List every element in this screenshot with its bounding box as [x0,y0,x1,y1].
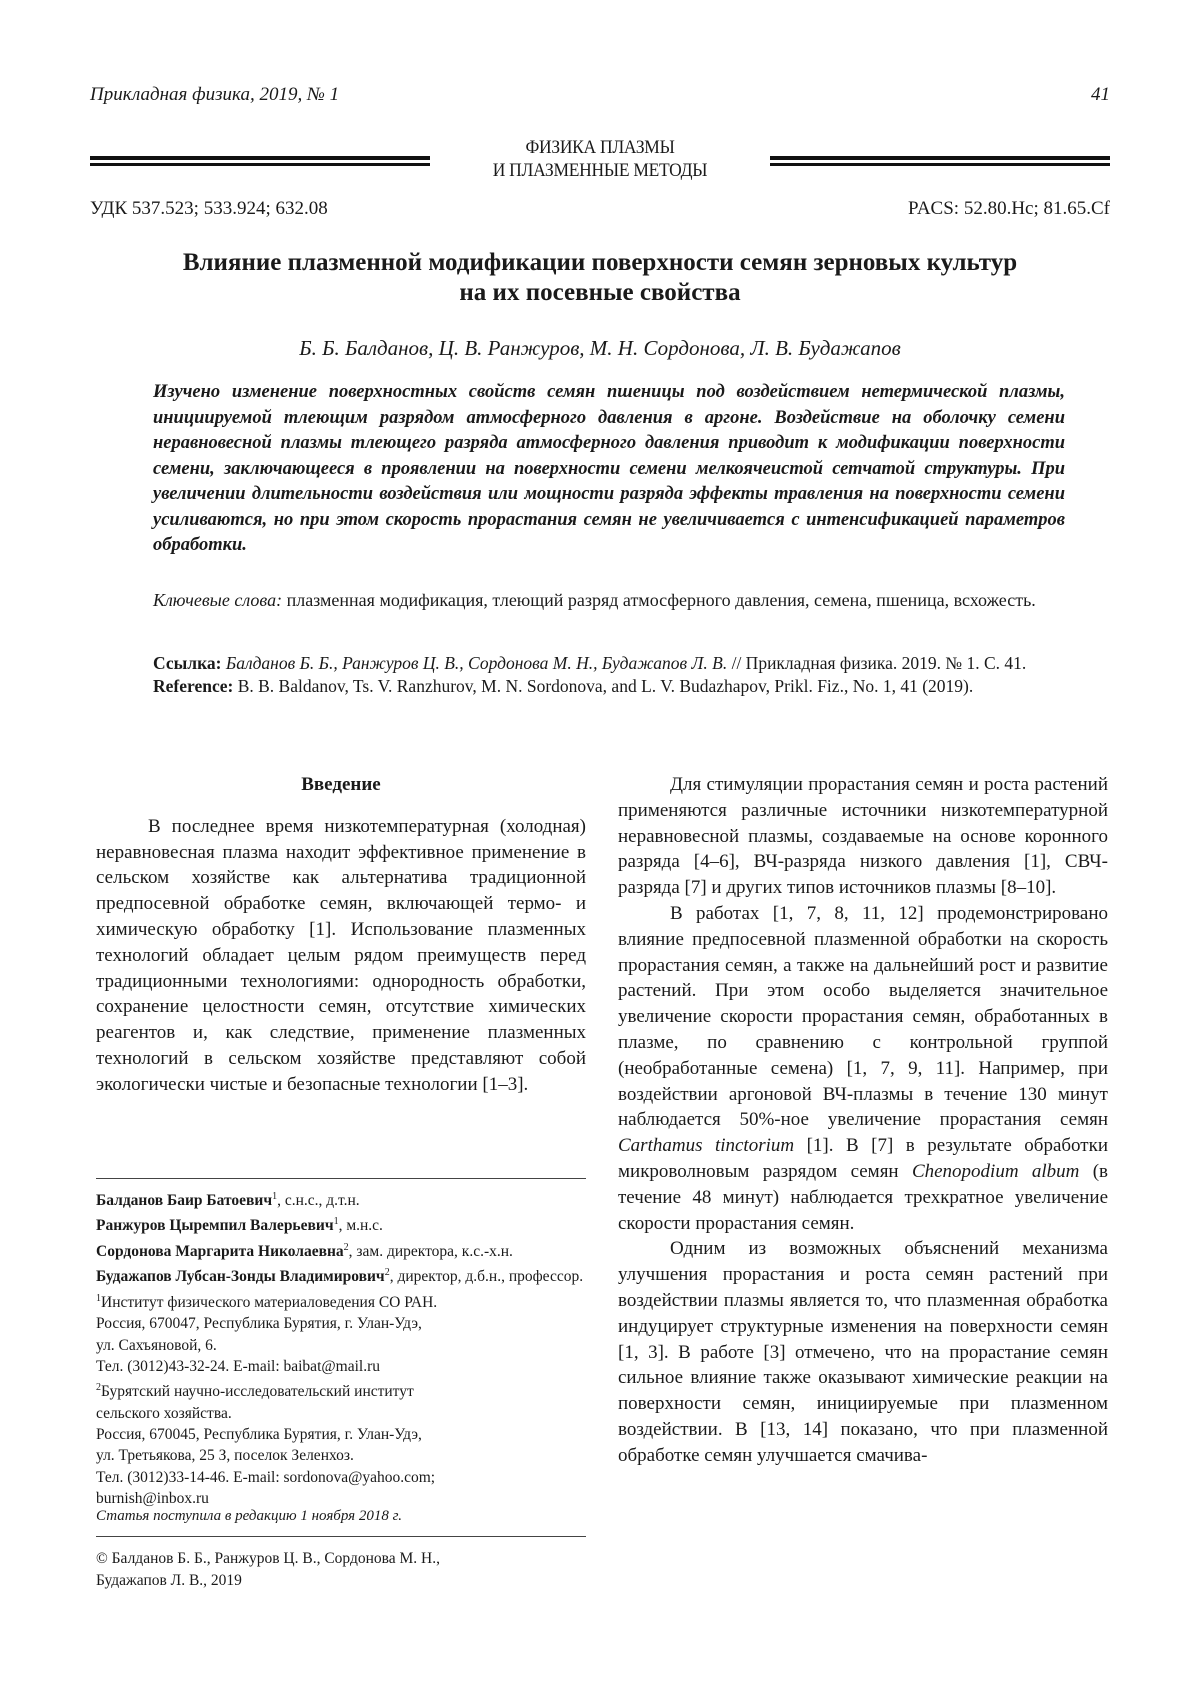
contact-info: Тел. (3012)43-32-24. E-mail: baibat@mail.ru [96,1357,380,1375]
species-name: Carthamus tinctorium [618,1135,795,1157]
paragraph: Для стимуляции прорастания семян и роста растений применяются различные источники низкотемпературной неравновесной плазмы, создаваемые на основе коронного разряда [4–6], ВЧ-разряда низкого давления [1], СВЧ-разряда [7] и других типов источников плазмы [8–10]. [618,774,1108,899]
copyright: © Балданов Б. Б., Ранжуров Ц. В., Сордонова М. Н., Будажапов Л. В., 2019 [96,1550,440,1589]
paper-title: Влияние плазменной модификации поверхности семян зерновых культур на их посевные свойства [182,249,1018,306]
author-list: Б. Б. Балданов, Ц. В. Ранжуров, М. Н. Сордонова, Л. В. Будажапов [299,336,901,360]
section-title: ФИЗИКА ПЛАЗМЫ И ПЛАЗМЕННЫЕ МЕТОДЫ [492,137,708,181]
left-column [96,772,586,1098]
double-rule-left [90,156,430,166]
double-rule-right [770,156,1110,166]
abstract: Изучено изменение поверхностных свойств семян пшеницы под воздействием нетермической плазмы, инициируемой тлеющим разрядом атмосферного давления в аргоне. Воздействие на оболочку семени неравновесной плазмы тлеющего разряда атмосферного давления приводит к модификации поверхности семени, заключающееся в проявлении на поверхности семени мелкоячеистой сетчатой структуры. При увеличении длительности воздействия или мощности разряда эффекты травления на поверхности семени усиливаются, но при этом скорость прорастания семян не увеличивается с интенсификацией параметров обработки. [153,382,1065,555]
copyright-divider [96,1536,586,1537]
footnote-divider [96,1178,586,1179]
udk-code: УДК 537.523; 533.924; 632.08 [90,198,328,219]
citation-ru: Ссылка: Балданов Б. Б., Ранжуров Ц. В., Сордонова М. Н., Будажапов Л. В. // Прикладная физика. 2019. № 1. С. 41. [153,653,1027,673]
paragraph: В последнее время низкотемпературная (холодная) неравновесная плазма находит эффективное применение в сельском хозяйстве как альтернатива традиционной предпосевной обработке семян, включающей термо- и химическую обработку [1]. Использование плазменных технологий обладает целым рядом преимуществ перед традиционными технологиями: однородность обработки, сохранение целостности семян, отсутствие химических реагентов и, как следствие, применение плазменных технологий в сельском хозяйстве представляют собой экологически чистые и безопасные технологии [1–3]. [96,815,586,1095]
section-heading-intro: Введение [301,774,381,795]
journal-name: Прикладная физика, 2019, № 1 [90,84,340,105]
citation-en: Reference: B. B. Baldanov, Ts. V. Ranzhurov, M. N. Sordonova, and L. V. Budazhapov, Prikl. Fiz., No. 1, 41 (2019). [153,676,974,696]
keywords [153,588,1065,614]
author-info: Ранжуров Цыремпил Валерьевич$^1$, м.н.с. [96,1216,383,1235]
right-column [618,772,1108,1469]
keywords-label: Ключевые слова: [153,590,283,610]
running-head [90,84,1110,114]
citation-block [153,652,1065,698]
species-name: Chenopodium album [911,1160,1080,1182]
author-info: Будажапов Лубсан-Зонды Владимирович$^2$, директор, д.б.н., профессор. [96,1267,584,1286]
contact-info: Тел. (3012)33-14-46. E-mail: sordonova@yahoo.com; [96,1468,436,1486]
paragraph: Одним из возможных объяснений механизма улучшения прорастания и роста семян растений при воздействии плазмы является то, что плазменная обработка индуцирует структурные изменения на поверхности семян [1, 3]. В работе [3] отмечено, что на прорастание семян сильное влияние также оказывают химические реакции на поверхности семян, инициируемые при плазменном воздействии. В [13, 14] показано, что при плазменной обработке семян улучшается смачива- [618,1238,1108,1466]
section-banner [90,137,1110,190]
affiliation-2: $^2$Бурятский научно-исследовательский институт [96,1382,414,1401]
author-info: Балданов Баир Батоевич$^1$, с.н.с., д.т.н. [96,1191,360,1210]
received-date: Статья поступила в редакцию 1 ноября 2018 г. [96,1508,403,1524]
affiliation-1: $^1$Институт физического материаловедения СО РАН. [96,1292,438,1311]
author-info: Сордонова Маргарита Николаевна$^2$, зам. директора, к.с.-х.н. [96,1241,513,1261]
pacs-code: PACS: 52.80.Hc; 81.65.Cf [908,198,1110,219]
keywords-text: плазменная модификация, тлеющий разряд атмосферного давления, семена, пшеница, всхожесть. [282,590,1036,610]
contact-info: burnish@inbox.ru [96,1489,209,1507]
page-number: 41 [1091,84,1110,105]
author-footnotes: Балданов Баир Батоевич$^1$, с.н.с., д.т.н. Ранжуров Цыремпил Валерьевич$^1$, м.н.с. Сордонова Маргарита Николаевна$^2$, зам. директора, к.с.-х.н. Будажапов Лубсан-Зонды Владимирович$^2$, директор, д.б.н., профессор. $^1$Институт физического материаловедения СО РАН. Россия, 670047, Республика Бурятия, г. Улан-Удэ, ул. Сахъяновой, 6. Тел. (3012)43-32-24. E-mail: baibat@mail.ru $^2$Бурятский научно-исследовательский институт сельского хозяйства. Россия, 670045, Республика Бурятия, г. Улан-Удэ, ул. Третьякова, 25 З, поселок Зеленхоз. Тел. (3012)33-14-46. E-mail: sordonova@yahoo.com; burnish@inbox.ru [96,1186,586,1509]
paragraph: В работах [1, 7, 8, 11, 12] продемонстрировано влияние предпосевной плазменной обработки на скорость прорастания семян, а также на дальнейший рост и развитие растений. При этом особо выделяется значительное увеличение скорости прорастания семян, обработанных в плазме, по сравнению с контрольной группой (необработанные семена) [1, 7, 9, 11]. Например, при воздействии аргоновой ВЧ-плазмы в течение 130 минут наблюдается 50%-ное увеличение прорастания семян Carthamus tinctorium [1]. В [7] в результате обработки микроволновым разрядом семян Chenopodium album (в течение 48 минут) наблюдается трехкратное увеличение скорости прорастания семян. [618,902,1108,1234]
